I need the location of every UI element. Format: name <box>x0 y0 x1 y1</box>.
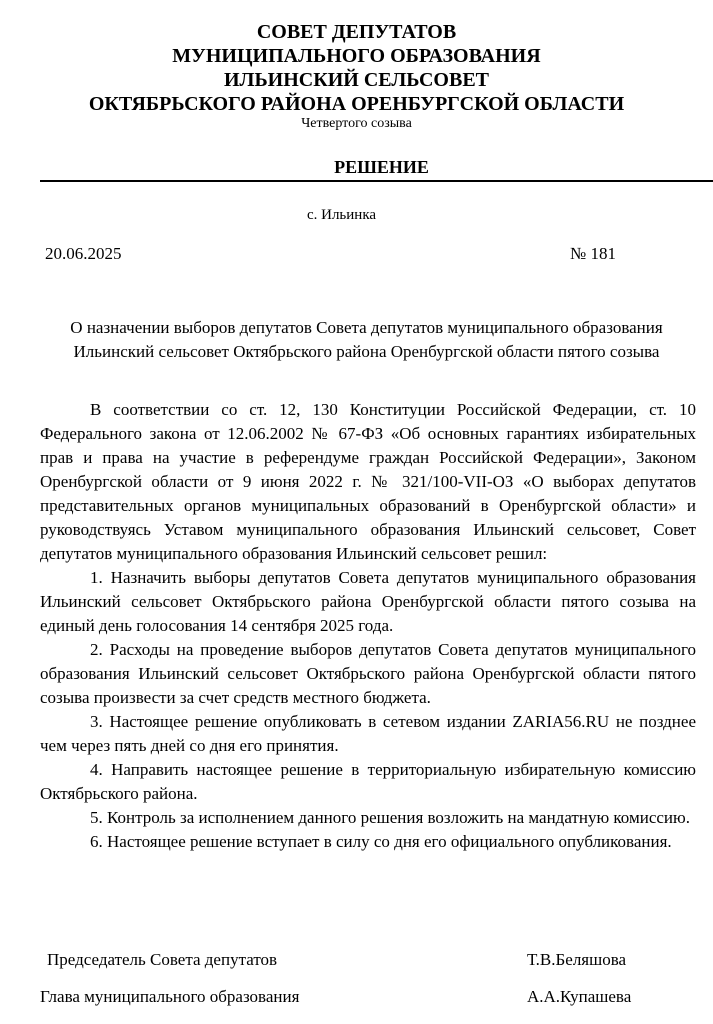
document-number: № 181 <box>570 244 616 263</box>
signature-row-head <box>0 987 713 1024</box>
signature-row-chair <box>0 950 713 987</box>
document-header <box>0 20 713 132</box>
document-subject: О назначении выборов депутатов Совета депутатов муниципального образования Ильинский сельсовет Октябрьского района Оренбургской области пятого созыва <box>70 318 663 361</box>
header-municipality-line: МУНИЦИПАЛЬНОГО ОБРАЗОВАНИЯ <box>172 45 541 67</box>
chair-name: Т.В.Беляшова <box>527 950 627 969</box>
document-date: 20.06.2025 <box>45 244 122 263</box>
item-paragraph-5: 5. Контроль за исполнением данного решения возложить на мандатную комиссию. <box>90 808 690 827</box>
signature-block <box>0 950 713 1024</box>
item-paragraph-3: 3. Настоящее решение опубликовать в сетевом издании ZARIA56.RU не позднее чем через пять дней со дня его принятия. <box>40 712 696 755</box>
head-title: Глава муниципального образования <box>40 987 300 1006</box>
item-paragraph-1: 1. Назначить выборы депутатов Совета депутатов муниципального образования Ильинский сельсовет Октябрьского района Оренбургской области пятого созыва на единый день голосования 14 сентября 2025 года. <box>40 568 696 635</box>
preamble-paragraph: В соответствии со ст. 12, 130 Конституции Российской Федерации, ст. 10 Федерального закона от 12.06.2002 № 67-ФЗ «Об основных гарантиях избирательных прав и права на участие в референдуме граждан Российской Федерации», Законом Оренбургской области от 9 июня 2022 г. № 321/100-VII-ОЗ «О выборах депутатов представительных органов муниципальных образований в Оренбургской области» и руководствуясь Уставом муниципального образования Ильинский сельсовет, Совет депутатов муниципального образования Ильинский сельсовет решил: <box>40 400 696 563</box>
head-name: А.А.Купашева <box>527 987 632 1006</box>
item-paragraph-2: 2. Расходы на проведение выборов депутатов Совета депутатов муниципального образования Ильинский сельсовет Октябрьского района Оренбургской области пятого созыва произвести за счет средств местного бюджета. <box>40 640 696 707</box>
item-paragraph-4: 4. Направить настоящее решение в территориальную избирательную комиссию Октябрьского района. <box>40 760 696 803</box>
header-convocation: Четвертого созыва <box>301 116 412 131</box>
item-paragraph-6: 6. Настоящее решение вступает в силу со дня его официального опубликования. <box>90 832 672 851</box>
header-district-line: ОКТЯБРЬСКОГО РАЙОНА ОРЕНБУРГСКОЙ ОБЛАСТИ <box>88 93 625 115</box>
header-council-line: СОВЕТ ДЕПУТАТОВ <box>256 21 457 43</box>
decision-title: РЕШЕНИЕ <box>334 157 429 177</box>
header-selsovet-line: ИЛЬИНСКИЙ СЕЛЬСОВЕТ <box>223 69 490 91</box>
document-place: с. Ильинка <box>306 207 377 223</box>
chair-title: Председатель Совета депутатов <box>47 950 278 969</box>
document-body <box>40 398 696 854</box>
header-divider <box>40 180 713 182</box>
